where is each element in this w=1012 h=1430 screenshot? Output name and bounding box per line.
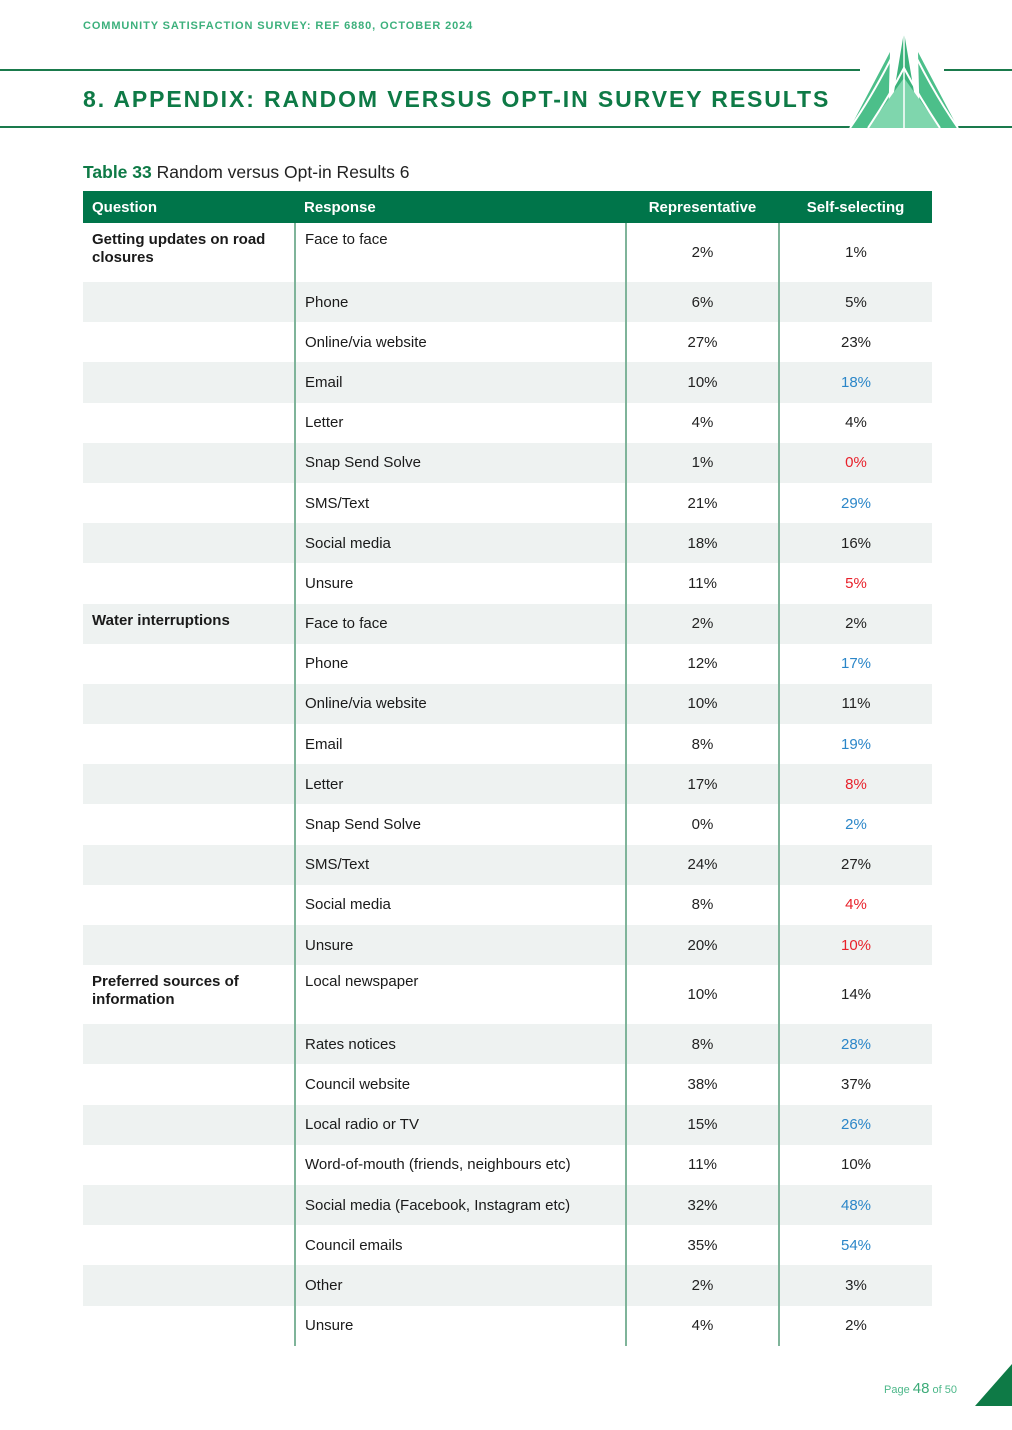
representative-cell: 18% xyxy=(626,523,779,563)
representative-cell: 35% xyxy=(626,1225,779,1265)
representative-cell: 8% xyxy=(626,724,779,764)
representative-cell: 1% xyxy=(626,443,779,483)
self-selecting-cell: 18% xyxy=(779,362,932,402)
representative-cell: 20% xyxy=(626,925,779,965)
table-row xyxy=(83,403,932,443)
representative-cell: 6% xyxy=(626,282,779,322)
representative-cell: 15% xyxy=(626,1105,779,1145)
question-cell xyxy=(83,1306,295,1346)
question-cell xyxy=(83,845,295,885)
response-cell: Other xyxy=(295,1265,626,1305)
question-cell xyxy=(83,1064,295,1104)
representative-cell: 38% xyxy=(626,1064,779,1104)
table-row xyxy=(83,443,932,483)
table-row xyxy=(83,322,932,362)
self-selecting-cell: 1% xyxy=(779,223,932,282)
response-cell: Social media (Facebook, Instagram etc) xyxy=(295,1185,626,1225)
representative-cell: 0% xyxy=(626,804,779,844)
self-selecting-cell: 2% xyxy=(779,804,932,844)
self-selecting-cell: 26% xyxy=(779,1105,932,1145)
table-row xyxy=(83,1225,932,1265)
question-cell xyxy=(83,362,295,402)
question-cell xyxy=(83,403,295,443)
table-row xyxy=(83,1024,932,1064)
question-cell xyxy=(83,885,295,925)
question-cell: Water interruptions xyxy=(83,604,295,644)
table-row xyxy=(83,644,932,684)
question-cell xyxy=(83,1225,295,1265)
representative-cell: 4% xyxy=(626,1306,779,1346)
response-cell: Local radio or TV xyxy=(295,1105,626,1145)
question-cell xyxy=(83,925,295,965)
response-cell: Online/via website xyxy=(295,322,626,362)
question-cell xyxy=(83,644,295,684)
self-selecting-cell: 23% xyxy=(779,322,932,362)
self-selecting-cell: 37% xyxy=(779,1064,932,1104)
representative-cell: 2% xyxy=(626,604,779,644)
self-selecting-cell: 28% xyxy=(779,1024,932,1064)
self-selecting-cell: 48% xyxy=(779,1185,932,1225)
representative-cell: 27% xyxy=(626,322,779,362)
representative-cell: 10% xyxy=(626,362,779,402)
response-cell: Council website xyxy=(295,1064,626,1104)
representative-cell: 21% xyxy=(626,483,779,523)
table-row xyxy=(83,885,932,925)
question-cell xyxy=(83,322,295,362)
representative-cell: 2% xyxy=(626,1265,779,1305)
self-selecting-cell: 29% xyxy=(779,483,932,523)
table-row xyxy=(83,483,932,523)
self-selecting-cell: 11% xyxy=(779,684,932,724)
self-selecting-cell: 27% xyxy=(779,845,932,885)
question-cell xyxy=(83,443,295,483)
self-selecting-cell: 2% xyxy=(779,604,932,644)
representative-cell: 24% xyxy=(626,845,779,885)
response-cell: SMS/Text xyxy=(295,483,626,523)
table-caption-number: Table 33 xyxy=(83,162,152,182)
question-cell xyxy=(83,1105,295,1145)
header-representative: Representative xyxy=(626,191,779,223)
table-row xyxy=(83,563,932,603)
table-row xyxy=(83,282,932,322)
page-number: 48 xyxy=(912,1380,930,1397)
question-cell xyxy=(83,764,295,804)
self-selecting-cell: 17% xyxy=(779,644,932,684)
question-cell xyxy=(83,804,295,844)
self-selecting-cell: 14% xyxy=(779,965,932,1024)
table-row xyxy=(83,604,932,644)
self-selecting-cell: 54% xyxy=(779,1225,932,1265)
header-rule-bottom xyxy=(0,126,860,128)
header-self-selecting: Self-selecting xyxy=(779,191,932,223)
question-cell xyxy=(83,1185,295,1225)
representative-cell: 32% xyxy=(626,1185,779,1225)
self-selecting-cell: 10% xyxy=(779,1145,932,1185)
representative-cell: 4% xyxy=(626,403,779,443)
table-row xyxy=(83,724,932,764)
response-cell: Phone xyxy=(295,282,626,322)
representative-cell: 10% xyxy=(626,684,779,724)
self-selecting-cell: 16% xyxy=(779,523,932,563)
self-selecting-cell: 5% xyxy=(779,563,932,603)
self-selecting-cell: 4% xyxy=(779,403,932,443)
table-row xyxy=(83,1306,932,1346)
table-row xyxy=(83,965,932,1024)
response-cell: Phone xyxy=(295,644,626,684)
table-row xyxy=(83,1105,932,1145)
representative-cell: 11% xyxy=(626,1145,779,1185)
question-cell: Preferred sources of information xyxy=(92,973,239,1009)
response-cell: Council emails xyxy=(295,1225,626,1265)
question-cell xyxy=(83,523,295,563)
page-of-label: of 50 xyxy=(932,1384,957,1396)
self-selecting-cell: 2% xyxy=(779,1306,932,1346)
page-footer xyxy=(884,1380,957,1397)
self-selecting-cell: 4% xyxy=(779,885,932,925)
response-cell: Face to face xyxy=(295,223,626,282)
representative-cell: 8% xyxy=(626,1024,779,1064)
table-row xyxy=(83,523,932,563)
question-cell: Getting updates on road closures xyxy=(92,231,266,266)
table-row xyxy=(83,1064,932,1104)
response-cell: Unsure xyxy=(295,925,626,965)
question-cell xyxy=(83,563,295,603)
table-caption xyxy=(83,162,410,183)
question-cell xyxy=(83,1265,295,1305)
table-body xyxy=(83,223,932,1346)
question-cell xyxy=(83,1145,295,1185)
response-cell: Unsure xyxy=(295,1306,626,1346)
table-row xyxy=(83,362,932,402)
self-selecting-cell: 3% xyxy=(779,1265,932,1305)
table-row xyxy=(83,845,932,885)
response-cell: Letter xyxy=(295,764,626,804)
question-cell xyxy=(83,684,295,724)
header-rule-top xyxy=(0,69,860,71)
table-row xyxy=(83,804,932,844)
section-title: 8. APPENDIX: RANDOM VERSUS OPT-IN SURVEY RESULTS xyxy=(83,86,831,112)
response-cell: Word-of-mouth (friends, neighbours etc) xyxy=(295,1145,626,1185)
table-header-row xyxy=(83,191,932,223)
response-cell: Snap Send Solve xyxy=(295,804,626,844)
representative-cell: 11% xyxy=(626,563,779,603)
table-row xyxy=(83,1185,932,1225)
header-question: Question xyxy=(83,191,295,223)
table-row xyxy=(83,925,932,965)
question-cell xyxy=(83,282,295,322)
representative-cell: 2% xyxy=(626,223,779,282)
self-selecting-cell: 5% xyxy=(779,282,932,322)
question-cell xyxy=(83,724,295,764)
response-cell: Email xyxy=(295,724,626,764)
response-cell: Local newspaper xyxy=(295,965,626,1024)
response-cell: Social media xyxy=(295,523,626,563)
table-row xyxy=(83,684,932,724)
response-cell: Email xyxy=(295,362,626,402)
council-logo-icon xyxy=(848,28,960,130)
question-cell xyxy=(83,1024,295,1064)
response-cell: Rates notices xyxy=(295,1024,626,1064)
response-cell: Snap Send Solve xyxy=(295,443,626,483)
header-response: Response xyxy=(295,191,626,223)
response-cell: Letter xyxy=(295,403,626,443)
question-cell xyxy=(83,483,295,523)
corner-triangle-icon xyxy=(975,1364,1012,1406)
representative-cell: 10% xyxy=(626,965,779,1024)
self-selecting-cell: 8% xyxy=(779,764,932,804)
response-cell: Unsure xyxy=(295,563,626,603)
table-row xyxy=(83,764,932,804)
representative-cell: 12% xyxy=(626,644,779,684)
table-row xyxy=(83,223,932,282)
self-selecting-cell: 19% xyxy=(779,724,932,764)
self-selecting-cell: 10% xyxy=(779,925,932,965)
self-selecting-cell: 0% xyxy=(779,443,932,483)
representative-cell: 17% xyxy=(626,764,779,804)
running-header: COMMUNITY SATISFACTION SURVEY: REF 6880, OCTOBER 2024 xyxy=(83,20,474,32)
response-cell: Online/via website xyxy=(295,684,626,724)
response-cell: Face to face xyxy=(295,604,626,644)
response-cell: Social media xyxy=(295,885,626,925)
table-caption-text: Random versus Opt-in Results 6 xyxy=(156,162,410,182)
response-cell: SMS/Text xyxy=(295,845,626,885)
representative-cell: 8% xyxy=(626,885,779,925)
table-row xyxy=(83,1265,932,1305)
results-table xyxy=(83,191,932,1346)
table-row xyxy=(83,1145,932,1185)
page-label: Page xyxy=(884,1384,910,1396)
